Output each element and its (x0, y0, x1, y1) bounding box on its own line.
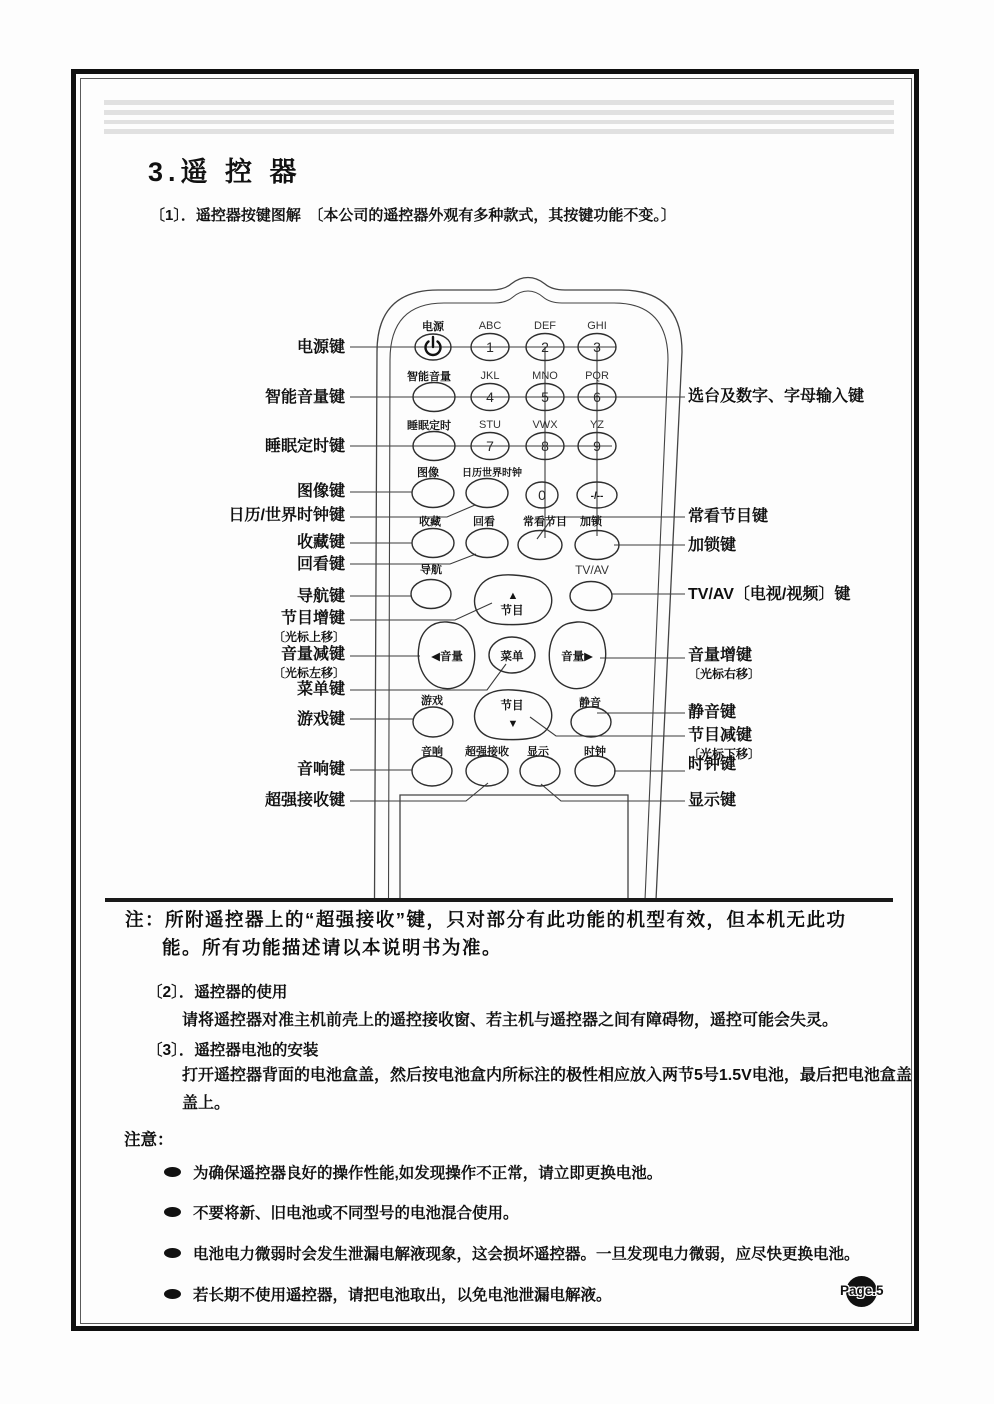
notice-item-text: 不要将新、旧电池或不同型号的电池混合使用。 (193, 1205, 519, 1222)
bullet-icon (164, 1248, 181, 1258)
section-1-heading: 〔1〕．遥控器按键图解 〔本公司的遥控器外观有多种款式，其按键功能不变。〕 (150, 207, 676, 224)
nav-button (411, 580, 451, 609)
replay-button (466, 529, 508, 558)
notice-heading: 注意： (124, 1131, 174, 1149)
header-rule (104, 129, 894, 134)
picture-label: 图像 (417, 467, 439, 479)
picture-button (412, 479, 454, 508)
letters-mno: MNO (532, 370, 558, 382)
menu-label: 菜单 (500, 651, 524, 663)
note-text-1: 所附遥控器上的“超强接收”键，只对部分有此功能的机型有效，但本机无此功 (165, 909, 847, 930)
digit-2: 2 (541, 339, 549, 355)
note-block (125, 906, 900, 962)
digit-5: 5 (541, 389, 549, 405)
letters-abc: ABC (478, 320, 502, 332)
callout-audio-key: 音响键 (296, 761, 345, 778)
header-rule (104, 100, 894, 105)
dash-key-label: -/-- (590, 491, 604, 502)
calendar-clock-label: 日历世界时钟 (462, 468, 522, 479)
tvav-button (570, 582, 612, 611)
favorite-button (412, 529, 454, 558)
callout-sub: 〔光标下移〕 (688, 747, 761, 761)
callout-program-up-key (273, 610, 345, 646)
digit-8: 8 (541, 438, 549, 454)
page-number-text: Page.5 (840, 1283, 884, 1298)
replay-label: 回看 (473, 516, 495, 528)
display-button (520, 756, 560, 786)
callout-channel-number-input-key: 选台及数字、字母输入键 (688, 388, 865, 405)
letters-stu: STU (479, 419, 501, 431)
section-2-heading: 〔2〕．遥控器的使用 (147, 984, 288, 1001)
digit-6: 6 (593, 389, 601, 405)
smart-volume-label: 智能音量 (407, 371, 451, 383)
page-number (840, 1274, 900, 1314)
bullet-icon (164, 1167, 181, 1177)
up-arrow-icon: ▲ (507, 590, 519, 602)
callout-calendar-clock-key: 日历/世界时钟键 (228, 507, 345, 524)
digit-0: 0 (538, 487, 546, 503)
header-rule (104, 110, 894, 115)
callout-lock-key: 加锁键 (688, 537, 737, 554)
speaker-panel (400, 795, 628, 900)
digit-4: 4 (486, 389, 494, 405)
callout-sub: 〔光标上移〕 (272, 630, 345, 644)
game-label: 游戏 (421, 695, 443, 707)
section-2-body: 请将遥控器对准主机前壳上的遥控接收窗、若主机与遥控器之间有障碍物，遥控可能会失灵。 (182, 1012, 839, 1029)
section-3-body: 打开遥控器背面的电池盒盖，然后按电池盒内所标注的极性相应放入两节5号1.5V电池，最后把电池盒盖盖上。 (182, 1067, 912, 1112)
callout-label: 节目减键 (688, 727, 753, 744)
clock-label: 时钟 (584, 746, 606, 758)
digit-7: 7 (486, 438, 494, 454)
notice-item (164, 1201, 519, 1223)
note-text-2: 能。所有功能描述请以本说明书为准。 (162, 937, 503, 958)
callout-smart-volume-key: 智能音量键 (264, 389, 345, 406)
callout-tvav-key: TV/AV〔电视/视频〕键 (688, 586, 851, 603)
lock-label: 加锁 (580, 516, 602, 528)
sleep-timer-label: 睡眠定时 (407, 420, 451, 432)
digit-9: 9 (593, 438, 601, 454)
callout-clock-key: 时钟键 (688, 756, 737, 773)
note-line1 (125, 906, 900, 934)
letters-pqr: PQR (585, 370, 609, 382)
callout-nav-key: 导航键 (296, 588, 345, 605)
callout-display-key: 显示键 (688, 792, 737, 809)
volume-left-label: ◀音量 (431, 651, 463, 663)
callout-power-key: 电源键 (296, 339, 345, 356)
letters-vwx: VWX (532, 419, 558, 431)
letters-yz: YZ (589, 419, 605, 431)
super-receive-label: 超强接收 (465, 746, 509, 758)
callout-sub: 〔光标右移〕 (688, 667, 761, 681)
callout-often-watch-key: 常看节目键 (688, 508, 769, 525)
volume-right-label: 音量▶ (561, 651, 593, 663)
callout-volume-down-key (273, 646, 345, 682)
callout-picture-key: 图像键 (296, 483, 345, 500)
header-rule (104, 120, 894, 124)
notice-item (164, 1283, 612, 1305)
callout-menu-key: 菜单键 (296, 681, 345, 698)
often-watch-label: 常看节目 (523, 516, 567, 528)
section-3-heading: 〔3〕．遥控器电池的安装 (147, 1042, 319, 1059)
letters-ghi: GHI (587, 320, 607, 332)
callout-mute-key: 静音键 (688, 704, 737, 721)
section-divider (105, 898, 893, 902)
program-down-button (475, 690, 552, 740)
notice-item-text: 电池电力微弱时会发生泄漏电解液现象，这会损坏遥控器。一旦发现电力微弱，应尽快更换电池。 (193, 1246, 860, 1263)
power-icon (426, 337, 441, 355)
game-button (413, 707, 453, 737)
callout-label: 音量减键 (280, 646, 345, 663)
callout-sub: 〔光标左移〕 (272, 666, 345, 680)
letters-def: DEF (534, 320, 556, 332)
tvav-label: TV/AV (575, 563, 609, 577)
callout-volume-up-key (688, 647, 760, 683)
mute-label: 静音 (579, 697, 601, 709)
notice-item (164, 1161, 662, 1183)
callout-game-key: 游戏键 (296, 711, 345, 728)
program-up-label: 节目 (500, 605, 524, 617)
notice-item-text: 若长期不使用遥控器，请把电池取出，以免电池泄漏电解液。 (193, 1287, 612, 1304)
power-label: 电源 (422, 321, 444, 333)
bullet-icon (164, 1289, 181, 1299)
audio-label: 音响 (421, 746, 443, 758)
callout-sleep-timer-key: 睡眠定时键 (264, 438, 345, 455)
mute-button (571, 707, 611, 737)
program-down-label: 节目 (500, 700, 524, 712)
nav-label: 导航 (420, 564, 442, 576)
callout-label: 节目增键 (280, 610, 345, 627)
digit-3: 3 (593, 339, 601, 355)
audio-button (412, 756, 452, 786)
notice-item (164, 1242, 860, 1264)
notice-item-text: 为确保遥控器良好的操作性能,如发现操作不正常，请立即更换电池。 (193, 1165, 663, 1182)
note-prefix: 注： (125, 909, 166, 930)
super-receive-button (466, 756, 508, 786)
digit-1: 1 (486, 339, 494, 355)
calendar-clock-button (466, 479, 508, 508)
callout-replay-key: 回看键 (296, 556, 345, 573)
callout-lines (350, 347, 685, 801)
letters-jkl: JKL (480, 370, 500, 382)
display-label: 显示 (527, 746, 549, 758)
callout-favorite-key: 收藏键 (296, 534, 345, 551)
down-arrow-icon: ▼ (507, 718, 519, 730)
page-title: 3.遥 控 器 (148, 157, 302, 187)
favorite-label: 收藏 (419, 516, 441, 528)
clock-button (575, 756, 615, 786)
callout-super-receive-key: 超强接收键 (264, 792, 345, 809)
callout-label: 音量增键 (688, 647, 753, 664)
bullet-icon (164, 1207, 181, 1217)
